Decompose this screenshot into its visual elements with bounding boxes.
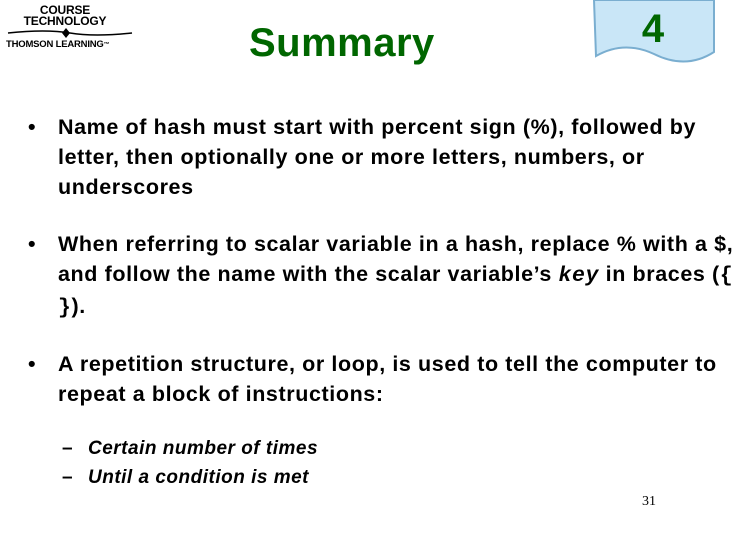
logo-line-thomson: THOMSON LEARNING™ xyxy=(6,39,110,50)
course-technology-logo xyxy=(6,2,138,52)
sub-text: Certain number of times xyxy=(88,438,319,459)
bullet-scalar-reference xyxy=(28,229,738,323)
bullet-text: Name of hash must start with percent sign (%), followed by letter, then optionally one or more letters, numbers, or underscores xyxy=(58,115,697,199)
logo-line-technology: TECHNOLOGY xyxy=(23,14,107,28)
sub-marker: – xyxy=(62,438,74,459)
bullet-hash-name xyxy=(28,112,738,202)
bullet-text-after: ). xyxy=(71,294,86,318)
bullet-marker: • xyxy=(28,352,37,376)
bullet-key-term: key xyxy=(558,264,600,288)
slide-title: Summary xyxy=(249,21,435,65)
bullet-braces: { } xyxy=(58,264,734,320)
sub-list xyxy=(62,434,662,492)
chapter-badge xyxy=(590,0,716,64)
bullet-repetition-structure xyxy=(28,349,738,409)
sub-marker: – xyxy=(62,467,74,488)
logo-swoosh-icon xyxy=(6,27,134,39)
sub-text: Until a condition is met xyxy=(88,467,310,488)
list-item xyxy=(62,463,662,492)
bullet-text-mid: in braces ( xyxy=(599,262,720,286)
list-item xyxy=(62,434,662,463)
bullet-text-before: When referring to scalar variable in a hash, replace % with a $, and follow the name with the scalar variable’s xyxy=(58,232,734,286)
logo-line-course: COURSE xyxy=(39,3,91,17)
bullet-marker: • xyxy=(28,115,37,139)
bullet-marker: • xyxy=(28,232,37,256)
bullet-text: A repetition structure, or loop, is used to tell the computer to repeat a block of instructions: xyxy=(58,352,717,406)
chapter-number: 4 xyxy=(641,7,665,51)
page-number: 31 xyxy=(642,494,656,509)
